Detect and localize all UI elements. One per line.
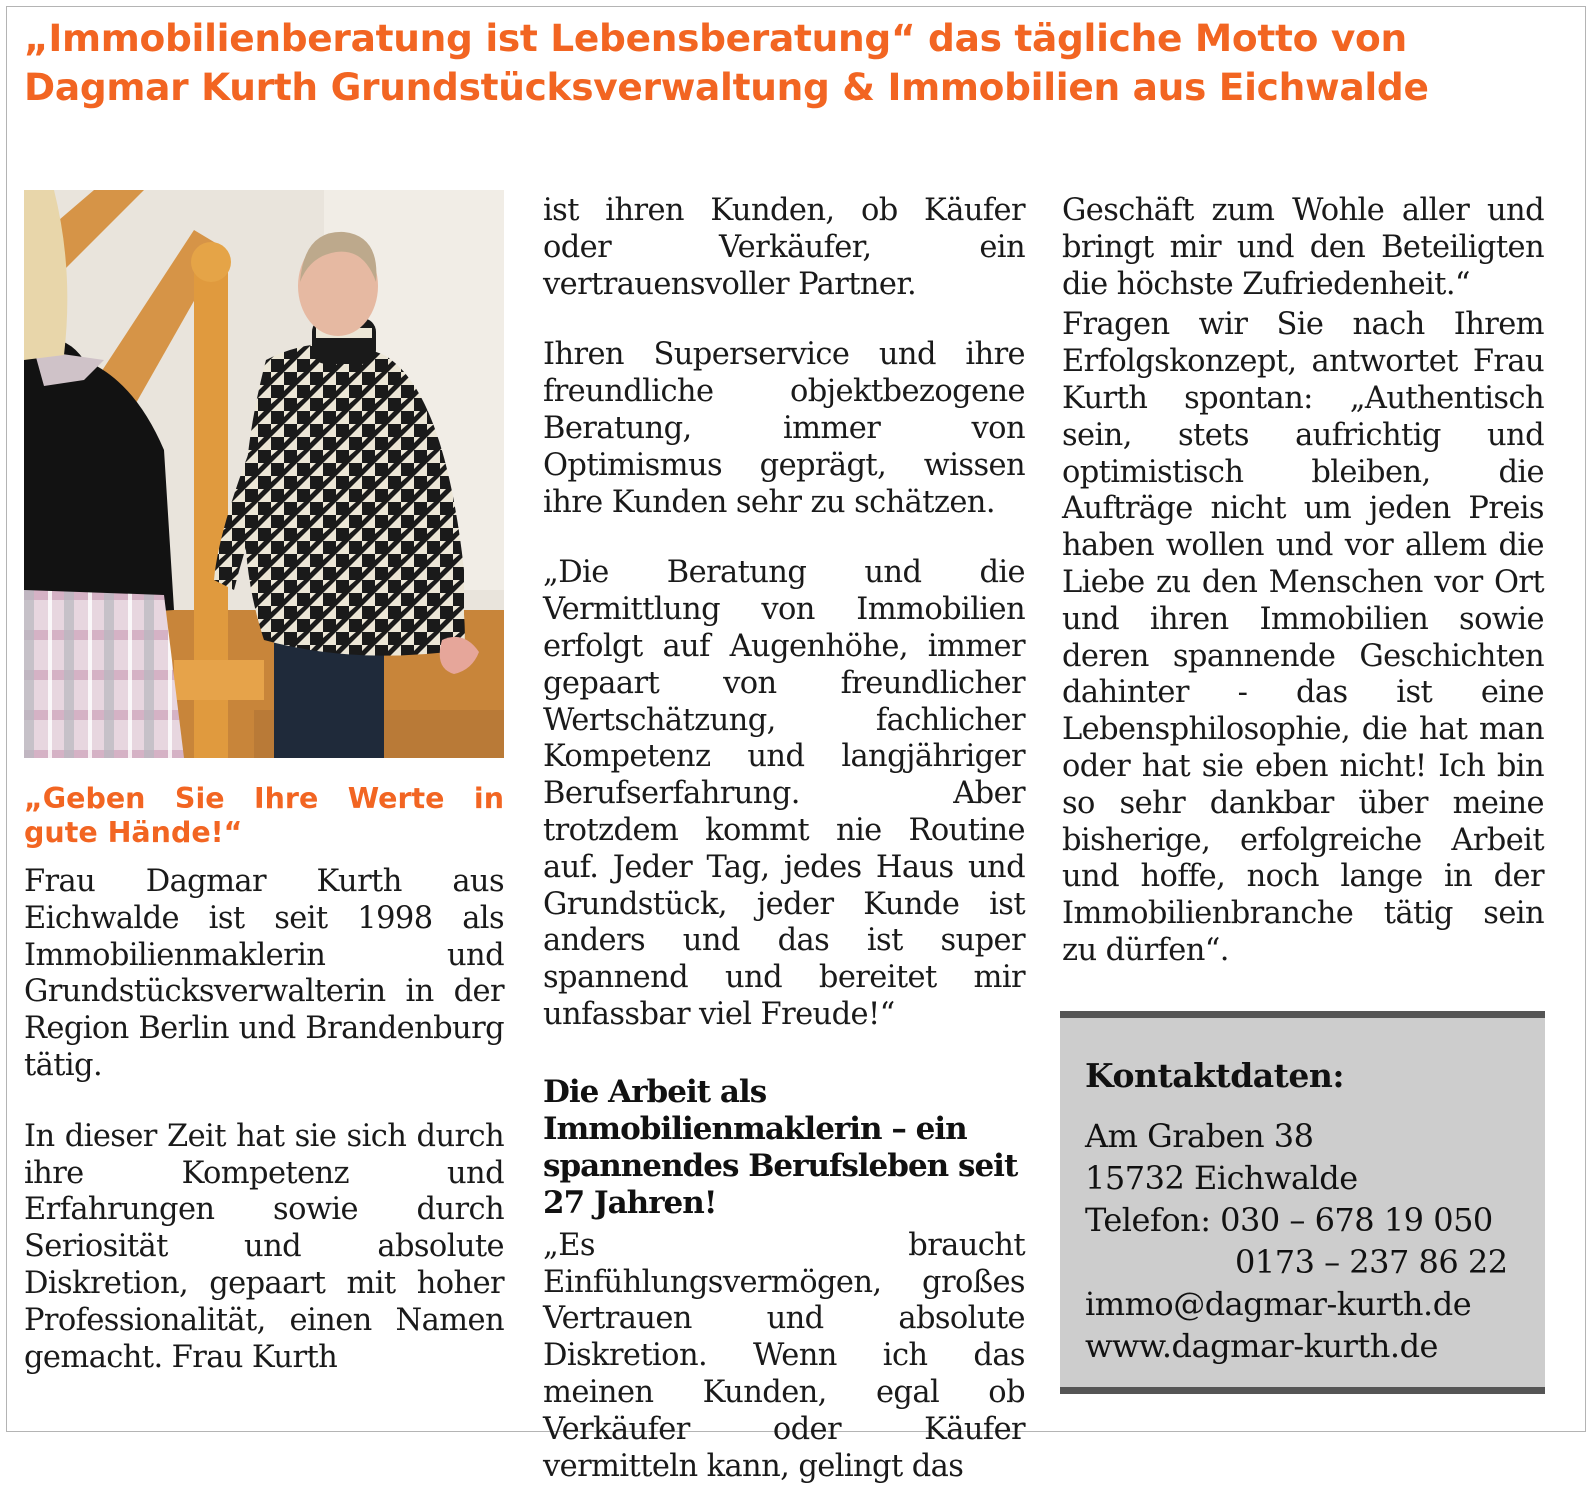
paragraph-intro: Frau Dagmar Kurth aus Eichwalde ist seit 1998 als Immobilienmaklerin und Grundstücksverwalterin in der Region Berlin und Brandenburg tätig. [24,864,504,1083]
article-headline: „Immobilienberatung ist Lebensberatung“ das tägliche Motto von Dagmar Kurth Grundstücksverwaltung & Immobilien aus Eichwalde [24,16,1429,109]
paragraph-quote-empathy: „Es braucht Einfühlungsvermögen, großes Vertrauen und absolute Diskretion. Wenn ich das meinen Kunden, egal ob Verkäufer oder Käufer vermitteln kann, gelingt das [543,1227,1025,1484]
paragraph-satisfaction: Geschäft zum Wohle aller und bringt mir und den Beteiligten die höchste Zufriedenheit.“ [1062,193,1544,302]
contact-phone: Telefon: 030 – 678 19 050 [1085,1201,1493,1239]
paragraph-quote-consulting: „Die Beratung und die Vermittlung von Immobilien erfolgt auf Augenhöhe, immer gepaart von freundlicher Wertschätzung, fachlicher Kompetenz und langjähriger Berufserfahrung. Aber trotzdem kommt nie Routine auf. Jeder Tag, jedes Haus und Grundstück, jeder Kunde ist anders und das ist super spannend und bereitet mir unfassbar viel Freude!“ [543,555,1025,1032]
paragraph-partner: ist ihren Kunden, ob Käufer oder Verkäufer, ein vertrauensvoller Partner. [543,193,1025,302]
column-3 [1062,193,1544,970]
contact-street: Am Graben 38 [1085,1117,1314,1155]
pull-quote: „Geben Sie Ihre Werte in gute Hände!“ [24,782,504,849]
contact-city: 15732 Eichwalde [1085,1159,1358,1197]
article-photo [24,190,504,758]
paragraph-success-concept: Fragen wir Sie nach Ihrem Erfolgskonzept, antwortet Frau Kurth spontan: „Authentisch sein, stets aufrichtig und optimistisch bleiben, die Aufträge nicht um jeden Preis haben wollen und vor allem die Liebe zu den Menschen vor Ort und ihren Immobilien sowie deren spannende Geschichten dahinter - das ist eine Lebensphilosophie, die hat man oder hat sie eben nicht! Ich bin so sehr dankbar über meine bisherige, erfolgreiche Arbeit und hoffe, noch lange in der Immobilienbranche tätig sein zu dürfen“. [1062,307,1544,968]
contact-title: Kontaktdaten: [1085,1056,1345,1095]
contact-box [1060,1011,1545,1394]
paragraph-service: Ihren Superservice und ihre freundliche objektbezogene Beratung, immer von Optimismus geprägt, wissen ihre Kunden sehr zu schätzen. [543,337,1025,520]
section-heading: Die Arbeit als Immobilienmaklerin – ein spannendes Berufsleben seit 27 Jahren! [543,1073,1018,1221]
column-2 [543,193,1025,1485]
paragraph-reputation: In dieser Zeit hat sie sich durch ihre Kompetenz und Erfahrungen sowie durch Seriosität und absolute Diskretion, gepaart mit hoher Professionalität, einen Namen gemacht. Frau Kurth [24,1118,504,1375]
contact-website[interactable]: www.dagmar-kurth.de [1085,1327,1438,1365]
contact-email[interactable]: immo@dagmar-kurth.de [1085,1285,1472,1323]
column-1 [24,190,504,1376]
contact-mobile: 0173 – 237 86 22 [1235,1243,1508,1281]
